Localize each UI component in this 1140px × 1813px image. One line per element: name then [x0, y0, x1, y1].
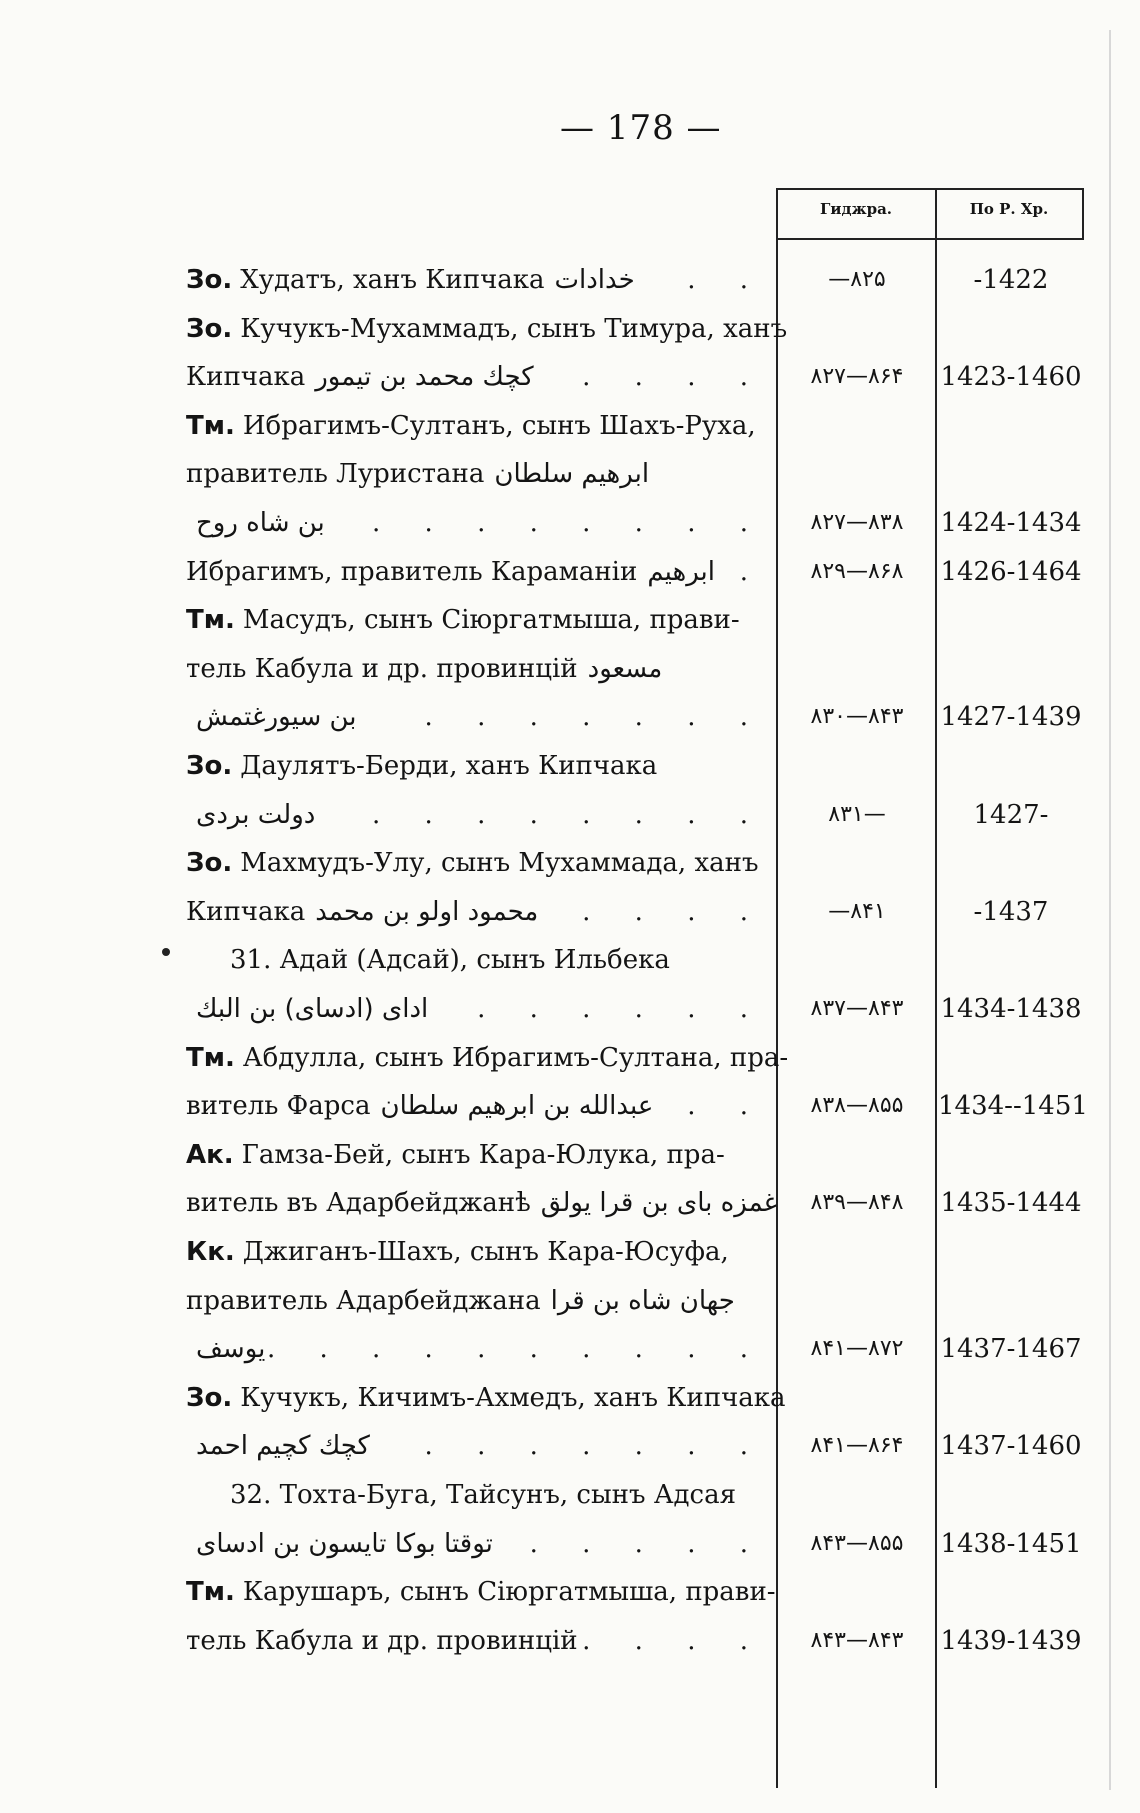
entry-text [186, 647, 662, 691]
entry-line [0, 550, 1140, 594]
arabic-name: ادای (ادسای) بن البك [196, 994, 429, 1024]
entry-text [186, 1279, 735, 1323]
entry-line [0, 1036, 1140, 1080]
leader-dots: . . . . [582, 1626, 766, 1656]
arabic-name: جهان شاه بن قرا [550, 1286, 735, 1316]
ruler-description: 31. Адай (Адсай), сынъ Ильбека [230, 945, 670, 975]
dynasty-code: Зо. [186, 314, 233, 344]
entry-text [186, 501, 325, 545]
header-ad: По Р. Хр. [969, 200, 1049, 218]
arabic-name: کچك کچیم احمد [196, 1431, 370, 1461]
hijra-date: ۸۳۷—۸۴۳ [810, 996, 904, 1021]
arabic-name: دولت بردی [196, 800, 316, 830]
hijra-date: ۸۳۸—۸۵۵ [810, 1093, 904, 1118]
entry-text [186, 1376, 786, 1420]
ad-date: 1435-1444 [940, 1188, 1082, 1218]
entry-line [0, 1473, 1140, 1517]
entry-line [0, 1230, 1140, 1274]
dynasty-code: Тм. [186, 605, 235, 635]
entry-text [186, 744, 657, 788]
entry-text [186, 1084, 653, 1128]
entry-line [0, 1279, 1140, 1323]
dynasty-code: Тм. [186, 1043, 235, 1073]
ad-date: 1437-1467 [940, 1334, 1082, 1364]
entry-text [186, 1230, 729, 1274]
entry-line [0, 647, 1140, 691]
ruler-description: Масудъ, сынъ Сіюргатмыша, прави- [242, 605, 740, 635]
dynasty-code: Зо. [186, 848, 233, 878]
entry-text [186, 452, 649, 496]
arabic-name: محمود اولو بن محمد [315, 897, 539, 927]
table-header-top-rule [776, 188, 1082, 190]
entry-text [186, 355, 534, 399]
leader-dots: . . . . . . . . [372, 800, 766, 830]
arabic-name: ابرهیم سلطان [494, 459, 650, 489]
leader-dots: . . [687, 1091, 766, 1121]
ruler-description: Абдулла, сынъ Ибрагимъ-Султана, пра- [242, 1043, 789, 1073]
leader-dots: . . [687, 265, 766, 295]
ruler-description: Кипчака [186, 362, 306, 392]
ad-date: 1423-1460 [940, 362, 1082, 392]
ad-date: 1434--1451 [938, 1091, 1088, 1121]
ruler-description: тель Кабула и др. провинцій [186, 654, 578, 684]
entry-line [0, 1619, 1140, 1663]
ruler-description: Карушаръ, сынъ Сіюргатмыша, прави- [242, 1577, 776, 1607]
ruler-description: Кучукъ, Кичимъ-Ахмедъ, ханъ Кипчака [240, 1383, 786, 1413]
ruler-description: 32. Тохта-Буга, Тайсунъ, сынъ Адсая [230, 1480, 736, 1510]
ad-date: 1427- [973, 800, 1049, 830]
hijra-date: ۸۴۱—۸۶۴ [810, 1433, 904, 1458]
arabic-name: بن شاه روح [196, 508, 325, 538]
entry-text [186, 987, 428, 1031]
entry-line [0, 987, 1140, 1031]
entry-line [0, 1522, 1140, 1566]
hijra-date: ۸۴۳—۸۵۵ [810, 1531, 904, 1556]
leader-dots: . . . . . . . [424, 1431, 766, 1461]
ad-date: -1422 [973, 265, 1049, 295]
ruler-description: Кучукъ-Мухаммадъ, сынъ Тимура, ханъ [240, 314, 788, 344]
arabic-name: عبدالله بن ابرهیم سلطان [380, 1091, 654, 1121]
ad-date: 1434-1438 [940, 994, 1082, 1024]
entry-text [186, 307, 787, 351]
entry-text [186, 598, 740, 642]
leader-dots: . . . . . [529, 897, 766, 927]
ruler-description: Кипчака [186, 897, 306, 927]
entry-line [0, 1181, 1140, 1225]
ad-date: -1437 [973, 897, 1049, 927]
ruler-description: правитель Луристана [186, 459, 485, 489]
arabic-name: غمزه بای بن قرا یولق [540, 1188, 778, 1218]
ad-date: 1437-1460 [940, 1431, 1082, 1461]
entry-text [186, 1036, 788, 1080]
leader-dots: . . . . . . . . [372, 508, 766, 538]
entry-text [186, 890, 538, 934]
entry-line [0, 452, 1140, 496]
hijra-date: —۸۴۱ [828, 899, 886, 924]
hijra-date: ۸۳۰—۸۴۳ [810, 704, 904, 729]
leader-dots: . . . . . [529, 1529, 766, 1559]
entry-text [186, 1181, 777, 1225]
entry-line [0, 1084, 1140, 1128]
hijra-date: ۸۳۹—۸۴۸ [810, 1190, 904, 1215]
entry-text [186, 1570, 776, 1614]
leader-dots: . . . . . . . [424, 702, 766, 732]
entry-text [186, 1522, 493, 1566]
entry-line [0, 355, 1140, 399]
leader-dots: . [739, 557, 766, 587]
entry-text [186, 841, 759, 885]
entry-line [0, 1327, 1140, 1371]
ruler-description: Джиганъ-Шахъ, сынъ Кара-Юсуфа, [242, 1237, 729, 1267]
entry-text [186, 1619, 578, 1663]
ruler-description: Худатъ, ханъ Кипчака [240, 265, 545, 295]
ad-date: 1424-1434 [940, 508, 1082, 538]
leader-dots: . . . . [582, 362, 766, 392]
hijra-date: ۸۴۳—۸۴۳ [810, 1628, 904, 1653]
hijra-date: ۸۲۷—۸۳۸ [810, 510, 904, 535]
entry-text [186, 695, 357, 739]
dynasty-code: Зо. [186, 1383, 233, 1413]
ad-date: 1438-1451 [940, 1529, 1082, 1559]
arabic-name: ابرهیم [647, 557, 716, 587]
ruler-description: тель Кабула и др. провинцій [186, 1626, 578, 1656]
arabic-name: کچك محمد بن تیمور [315, 362, 534, 392]
entry-text [230, 938, 670, 982]
entry-line [0, 793, 1140, 837]
dynasty-code: Тм. [186, 1577, 235, 1607]
entry-text [230, 1473, 736, 1517]
hijra-date: ۸۳۱— [828, 802, 886, 827]
entry-line [0, 841, 1140, 885]
ruler-description: витель въ Адарбейджанѣ [186, 1188, 531, 1218]
entry-line [0, 938, 1140, 982]
leader-dots: . . . . . . . . . . [266, 1334, 766, 1364]
hijra-date: ۸۲۷—۸۶۴ [810, 364, 904, 389]
entry-line [0, 744, 1140, 788]
ruler-description: витель Фарса [186, 1091, 371, 1121]
entry-line [0, 598, 1140, 642]
ad-date: 1427-1439 [940, 702, 1082, 732]
entry-text [186, 1424, 370, 1468]
entry-line [0, 404, 1140, 448]
entry-text [186, 793, 315, 837]
entry-line [0, 1376, 1140, 1420]
ruler-description: Гамза-Бей, сынъ Кара-Юлука, пра- [241, 1140, 725, 1170]
arabic-name: خدادات [554, 265, 635, 295]
hijra-date: ۸۴۱—۸۷۲ [810, 1336, 904, 1361]
arabic-name: مسعود [587, 654, 663, 684]
dynasty-code: Ак. [186, 1140, 234, 1170]
table-right-border [1082, 188, 1084, 240]
arabic-name: توقتا بوکا تایسون بن ادسای [196, 1529, 493, 1559]
entry-line [0, 1424, 1140, 1468]
ruler-description: Ибрагимъ-Султанъ, сынъ Шахъ-Руха, [242, 411, 756, 441]
entry-line [0, 501, 1140, 545]
ruler-description: Даулятъ-Берди, ханъ Кипчака [240, 751, 658, 781]
hijra-date: —۸۲۵ [828, 267, 886, 292]
entry-text [186, 550, 715, 594]
entry-text [186, 404, 756, 448]
ad-date: 1426-1464 [940, 557, 1082, 587]
entry-line [0, 1570, 1140, 1614]
page-number: — 178 — [560, 108, 722, 148]
dynasty-code: Тм. [186, 411, 235, 441]
entry-text [186, 258, 635, 302]
entry-line [0, 1133, 1140, 1177]
dynasty-code: Кк. [186, 1237, 235, 1267]
ruler-description: Ибрагимъ, правитель Караманіи [186, 557, 638, 587]
arabic-name: یوسف [196, 1334, 266, 1364]
entry-line [0, 307, 1140, 351]
header-hijra: Гиджра. [819, 200, 893, 218]
ruler-description: правитель Адарбейджана [186, 1286, 541, 1316]
arabic-name: بن سیورغتمش [196, 702, 357, 732]
dynasty-code: Зо. [186, 265, 233, 295]
entry-text [186, 1133, 725, 1177]
leader-dots: . . . . . . [477, 994, 766, 1024]
entry-text [186, 1327, 265, 1371]
table-header-bottom-rule [776, 238, 1082, 240]
entry-line [0, 258, 1140, 302]
hijra-date: ۸۲۹—۸۶۸ [810, 559, 904, 584]
entry-line [0, 695, 1140, 739]
ruler-description: Махмудъ-Улу, сынъ Мухаммада, ханъ [240, 848, 759, 878]
ad-date: 1439-1439 [940, 1626, 1082, 1656]
dynasty-code: Зо. [186, 751, 233, 781]
entry-line [0, 890, 1140, 934]
